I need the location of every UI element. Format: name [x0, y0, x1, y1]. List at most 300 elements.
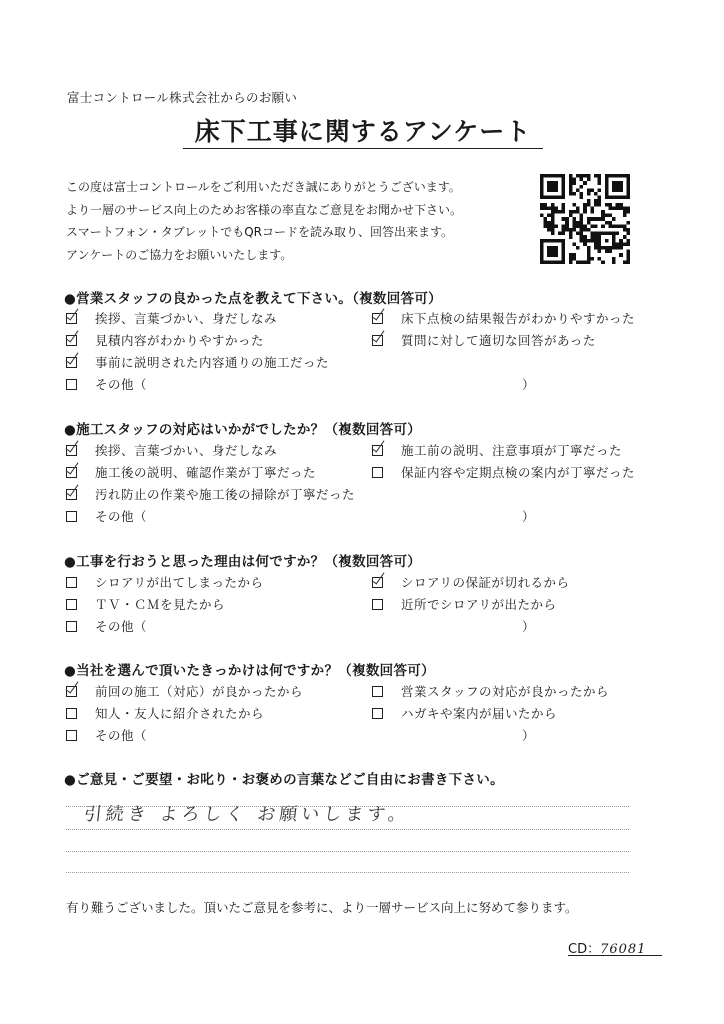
qr-module	[569, 232, 573, 236]
option-label: ハガキや案内が届いたから	[401, 706, 558, 721]
qr-module	[580, 235, 584, 239]
qr-module	[583, 224, 587, 228]
qr-module	[608, 214, 612, 218]
qr-module	[569, 174, 573, 178]
qr-module	[605, 188, 609, 192]
qr-module	[580, 185, 584, 189]
qr-module	[598, 235, 602, 239]
comment-line	[66, 829, 629, 830]
section-question-trigger: ●当社を選んで頂いたきっかけは何ですか？（複数回答可）	[64, 663, 435, 679]
option-label: 見積内容がわかりやすかった	[95, 333, 265, 348]
qr-module	[626, 178, 630, 182]
qr-module	[580, 192, 584, 196]
other-close-paren: ）	[522, 509, 535, 524]
qr-module	[540, 242, 544, 246]
checkbox[interactable]	[66, 357, 77, 368]
option-trigger-postcard[interactable]	[372, 704, 557, 722]
qr-module	[594, 192, 598, 196]
qr-module	[619, 188, 623, 192]
qr-module	[598, 199, 602, 203]
qr-module	[590, 210, 594, 214]
option-sales-estimate[interactable]	[66, 331, 264, 349]
qr-module	[580, 224, 584, 228]
option-trigger-referral[interactable]	[66, 704, 264, 722]
comment-line	[66, 872, 629, 873]
thanks-message: 有り難うございました。頂いたご意見を参考に、より一層サービス向上に努めて参ります。	[66, 900, 578, 915]
section-question-construction: ●施工スタッフの対応はいかがでしたか？（複数回答可）	[64, 422, 422, 438]
qr-module	[590, 188, 594, 192]
qr-module	[587, 246, 591, 250]
qr-module	[626, 210, 630, 214]
option-construction-warranty[interactable]	[372, 463, 635, 481]
qr-module	[547, 224, 551, 228]
qr-module	[576, 188, 580, 192]
title-underline	[183, 148, 543, 149]
qr-module	[601, 246, 605, 250]
qr-module	[587, 174, 591, 178]
qr-module	[623, 242, 627, 246]
qr-module	[616, 188, 620, 192]
qr-module	[562, 224, 566, 228]
option-label: ＴＶ・ＣＭを見たから	[95, 597, 226, 612]
checkbox[interactable]	[66, 708, 77, 719]
qr-module	[616, 206, 620, 210]
qr-module	[626, 188, 630, 192]
qr-module	[547, 181, 551, 185]
qr-module	[605, 250, 609, 254]
qr-module	[594, 224, 598, 228]
company-request-line: 富士コントロール株式会社からのお願い	[67, 90, 298, 105]
qr-module	[616, 232, 620, 236]
qr-module	[605, 221, 609, 225]
qr-module	[554, 206, 558, 210]
qr-module	[605, 232, 609, 236]
qr-module	[598, 239, 602, 243]
qr-module	[580, 217, 584, 221]
qr-module	[612, 185, 616, 189]
qr-module	[551, 224, 555, 228]
qr-module	[626, 228, 630, 232]
qr-module	[547, 228, 551, 232]
option-sales-as-explained[interactable]	[66, 353, 329, 371]
qr-module	[587, 199, 591, 203]
qr-module	[554, 260, 558, 264]
qr-module	[565, 217, 569, 221]
qr-module	[544, 174, 548, 178]
qr-module	[601, 217, 605, 221]
qr-module	[544, 260, 548, 264]
qr-module	[551, 210, 555, 214]
qr-module	[623, 260, 627, 264]
option-sales-other[interactable]	[66, 375, 147, 393]
qr-module	[587, 192, 591, 196]
qr-module	[554, 253, 558, 257]
qr-module	[562, 210, 566, 214]
qr-module	[540, 206, 544, 210]
option-sales-greeting[interactable]	[66, 309, 277, 327]
option-label: 事前に説明された内容通りの施工だった	[95, 355, 330, 370]
qr-module	[580, 174, 584, 178]
option-trigger-sales-staff[interactable]	[372, 682, 609, 700]
qr-module	[580, 260, 584, 264]
qr-module	[605, 239, 609, 243]
qr-module	[626, 253, 630, 257]
qr-module	[616, 246, 620, 250]
qr-module	[608, 203, 612, 207]
qr-module	[612, 196, 616, 200]
qr-module	[569, 192, 573, 196]
qr-module	[598, 246, 602, 250]
qr-module	[554, 239, 558, 243]
qr-module	[626, 239, 630, 243]
qr-module	[612, 224, 616, 228]
qr-module	[551, 246, 555, 250]
qr-module	[562, 228, 566, 232]
qr-module	[626, 242, 630, 246]
qr-module	[562, 174, 566, 178]
qr-module	[623, 214, 627, 218]
qr-module	[540, 253, 544, 257]
qr-module	[608, 196, 612, 200]
qr-module	[598, 196, 602, 200]
checkbox[interactable]	[66, 445, 77, 456]
qr-module	[576, 224, 580, 228]
checkbox[interactable]	[66, 686, 77, 697]
qr-module	[547, 185, 551, 189]
qr-module	[612, 217, 616, 221]
qr-module	[594, 174, 598, 178]
qr-module	[569, 260, 573, 264]
checkbox[interactable]	[372, 445, 383, 456]
qr-module	[619, 203, 623, 207]
qr-module	[569, 181, 573, 185]
qr-module	[594, 217, 598, 221]
qr-module	[601, 232, 605, 236]
qr-module	[594, 203, 598, 207]
qr-module	[569, 235, 573, 239]
qr-module	[540, 203, 544, 207]
qr-module	[547, 239, 551, 243]
checkbox[interactable]	[66, 599, 77, 610]
qr-module	[583, 181, 587, 185]
qr-module	[551, 250, 555, 254]
option-label: 施工前の説明、注意事項が丁寧だった	[401, 443, 623, 458]
qr-module	[580, 232, 584, 236]
qr-module	[551, 185, 555, 189]
qr-module	[554, 246, 558, 250]
handwritten-comment: 引続き よろしく お願いします。	[82, 804, 411, 825]
qr-module	[598, 188, 602, 192]
checkbox[interactable]	[372, 708, 383, 719]
qr-module	[587, 188, 591, 192]
option-trigger-other[interactable]	[66, 726, 147, 744]
qr-module	[587, 217, 591, 221]
qr-module	[554, 224, 558, 228]
qr-module	[551, 181, 555, 185]
qr-module	[598, 203, 602, 207]
intro-line: スマートフォン・タブレットでもQRコードを読み取り、回答出来ます。	[66, 225, 454, 239]
option-label: 挨拶、言葉づかい、身だしなみ	[95, 311, 278, 326]
checkbox[interactable]	[66, 730, 77, 741]
qr-module	[598, 174, 602, 178]
qr-module	[558, 239, 562, 243]
comment-line	[66, 806, 629, 807]
intro-text	[66, 176, 506, 266]
intro-line: アンケートのご協力をお願いいたします。	[66, 247, 293, 262]
qr-module	[544, 196, 548, 200]
qr-module	[576, 246, 580, 250]
qr-module	[583, 260, 587, 264]
qr-module	[540, 260, 544, 264]
option-construction-post-explanation[interactable]	[66, 463, 316, 481]
qr-module	[540, 174, 544, 178]
qr-module	[594, 199, 598, 203]
qr-module	[558, 196, 562, 200]
qr-module	[594, 235, 598, 239]
qr-module	[626, 250, 630, 254]
option-label: 汚れ防止の作業や施工後の掃除が丁寧だった	[95, 487, 356, 502]
qr-module	[562, 246, 566, 250]
qr-module	[562, 192, 566, 196]
option-label: シロアリの保証が切れるから	[401, 575, 570, 590]
qr-module	[547, 174, 551, 178]
checkbox[interactable]	[66, 313, 77, 324]
qr-module	[551, 260, 555, 264]
option-label: 前回の施工（対応）が良かったから	[95, 684, 304, 699]
qr-module	[569, 228, 573, 232]
qr-module	[576, 206, 580, 210]
qr-module	[612, 257, 616, 261]
qr-module	[572, 203, 576, 207]
qr-module	[587, 228, 591, 232]
cd-label: CD：	[568, 942, 601, 957]
qr-module	[558, 232, 562, 236]
qr-module	[623, 224, 627, 228]
qr-module	[540, 196, 544, 200]
qr-module	[562, 178, 566, 182]
page-title: 床下工事に関するアンケート	[194, 117, 532, 146]
qr-module	[587, 250, 591, 254]
qr-module	[547, 196, 551, 200]
checkbox[interactable]	[66, 489, 77, 500]
qr-module	[616, 181, 620, 185]
checkbox[interactable]	[372, 686, 383, 697]
option-label: その他（	[95, 509, 148, 524]
qr-module	[540, 185, 544, 189]
qr-module	[605, 214, 609, 218]
checkbox[interactable]	[66, 379, 77, 390]
qr-module	[612, 242, 616, 246]
qr-module	[554, 181, 558, 185]
option-label: 挨拶、言葉づかい、身だしなみ	[95, 443, 278, 458]
qr-module	[626, 181, 630, 185]
checkbox[interactable]	[66, 467, 77, 478]
qr-module	[554, 185, 558, 189]
qr-code	[540, 174, 630, 264]
qr-module	[551, 206, 555, 210]
title-block	[183, 112, 543, 150]
qr-module	[565, 228, 569, 232]
qr-module	[562, 232, 566, 236]
option-construction-cleaning[interactable]	[66, 485, 355, 503]
qr-module	[612, 235, 616, 239]
qr-module	[562, 185, 566, 189]
qr-module	[572, 242, 576, 246]
option-label: 近所でシロアリが出たから	[401, 597, 557, 612]
qr-module	[626, 221, 630, 225]
qr-module	[587, 203, 591, 207]
checkbox[interactable]	[372, 467, 383, 478]
qr-module	[608, 224, 612, 228]
qr-module	[551, 174, 555, 178]
qr-module	[598, 178, 602, 182]
qr-module	[619, 196, 623, 200]
qr-module	[569, 210, 573, 214]
option-construction-greeting[interactable]	[66, 441, 277, 459]
qr-module	[540, 188, 544, 192]
qr-module	[547, 188, 551, 192]
option-label: その他（	[95, 728, 148, 743]
qr-module	[540, 214, 544, 218]
qr-module	[540, 250, 544, 254]
qr-module	[551, 214, 555, 218]
qr-module	[598, 181, 602, 185]
qr-module	[540, 192, 544, 196]
qr-module	[590, 235, 594, 239]
checkbox[interactable]	[372, 599, 383, 610]
other-close-paren: ）	[522, 619, 535, 634]
option-construction-other[interactable]	[66, 507, 147, 525]
qr-module	[562, 188, 566, 192]
qr-module	[590, 206, 594, 210]
qr-module	[569, 257, 573, 261]
qr-module	[583, 239, 587, 243]
section-question-free-comment: ●ご意見・ご要望・お叱り・お褒めの言葉などご自由にお書き下さい。	[64, 772, 504, 788]
option-reason-warranty-expiring[interactable]	[372, 573, 570, 591]
qr-module	[619, 206, 623, 210]
qr-module	[619, 185, 623, 189]
qr-module	[562, 217, 566, 221]
qr-module	[569, 185, 573, 189]
qr-module	[587, 257, 591, 261]
qr-module	[569, 178, 573, 182]
qr-module	[547, 250, 551, 254]
option-label: その他（	[95, 619, 148, 634]
qr-module	[626, 206, 630, 210]
qr-module	[551, 232, 555, 236]
qr-module	[576, 221, 580, 225]
cd-underline	[568, 955, 662, 956]
option-reason-neighborhood[interactable]	[372, 595, 557, 613]
qr-module	[562, 239, 566, 243]
qr-module	[612, 188, 616, 192]
qr-module	[576, 232, 580, 236]
checkbox[interactable]	[66, 577, 77, 588]
qr-module	[580, 214, 584, 218]
qr-module	[605, 178, 609, 182]
qr-module	[612, 232, 616, 236]
qr-module	[605, 196, 609, 200]
qr-module	[583, 242, 587, 246]
qr-module	[544, 224, 548, 228]
qr-module	[551, 217, 555, 221]
option-reason-other[interactable]	[66, 617, 147, 635]
qr-module	[623, 206, 627, 210]
qr-module	[540, 257, 544, 261]
qr-module	[616, 224, 620, 228]
option-reason-termites-appeared[interactable]	[66, 573, 264, 591]
qr-module	[598, 250, 602, 254]
qr-module	[612, 246, 616, 250]
qr-module	[626, 192, 630, 196]
qr-module	[590, 217, 594, 221]
qr-module	[569, 214, 573, 218]
qr-module	[616, 242, 620, 246]
section-question-sales: ●営業スタッフの良かった点を教えて下さい。（複数回答可）	[64, 291, 442, 307]
qr-module	[616, 203, 620, 207]
qr-module	[623, 235, 627, 239]
qr-module	[626, 257, 630, 261]
cd-code	[568, 938, 646, 957]
qr-module	[554, 174, 558, 178]
qr-module	[558, 174, 562, 178]
checkbox[interactable]	[372, 577, 383, 588]
option-sales-report[interactable]	[372, 309, 635, 327]
qr-module	[594, 239, 598, 243]
qr-module	[598, 217, 602, 221]
qr-module	[554, 210, 558, 214]
option-trigger-previous-work[interactable]	[66, 682, 303, 700]
option-label: 施工後の説明、確認作業が丁寧だった	[95, 465, 317, 480]
qr-module	[580, 196, 584, 200]
qr-module	[601, 210, 605, 214]
qr-module	[572, 181, 576, 185]
checkbox[interactable]	[66, 335, 77, 346]
qr-module	[583, 228, 587, 232]
checkbox[interactable]	[66, 621, 77, 632]
qr-module	[583, 235, 587, 239]
qr-module	[598, 232, 602, 236]
qr-module	[619, 242, 623, 246]
qr-module	[583, 174, 587, 178]
qr-module	[540, 181, 544, 185]
qr-module	[619, 253, 623, 257]
qr-module	[562, 260, 566, 264]
checkbox[interactable]	[372, 313, 383, 324]
qr-module	[551, 239, 555, 243]
qr-module	[612, 174, 616, 178]
qr-module	[605, 203, 609, 207]
qr-module	[623, 196, 627, 200]
option-construction-pre-explanation[interactable]	[372, 441, 622, 459]
qr-module	[623, 174, 627, 178]
option-sales-answers[interactable]	[372, 331, 596, 349]
qr-module	[544, 206, 548, 210]
checkbox[interactable]	[372, 335, 383, 346]
option-reason-tv-cm[interactable]	[66, 595, 225, 613]
qr-module	[562, 206, 566, 210]
qr-module	[580, 221, 584, 225]
qr-module	[583, 206, 587, 210]
qr-module	[623, 210, 627, 214]
qr-module	[601, 260, 605, 264]
qr-module	[540, 239, 544, 243]
other-close-paren: ）	[522, 377, 535, 392]
qr-module	[594, 232, 598, 236]
qr-module	[583, 203, 587, 207]
checkbox[interactable]	[66, 511, 77, 522]
qr-module	[590, 232, 594, 236]
